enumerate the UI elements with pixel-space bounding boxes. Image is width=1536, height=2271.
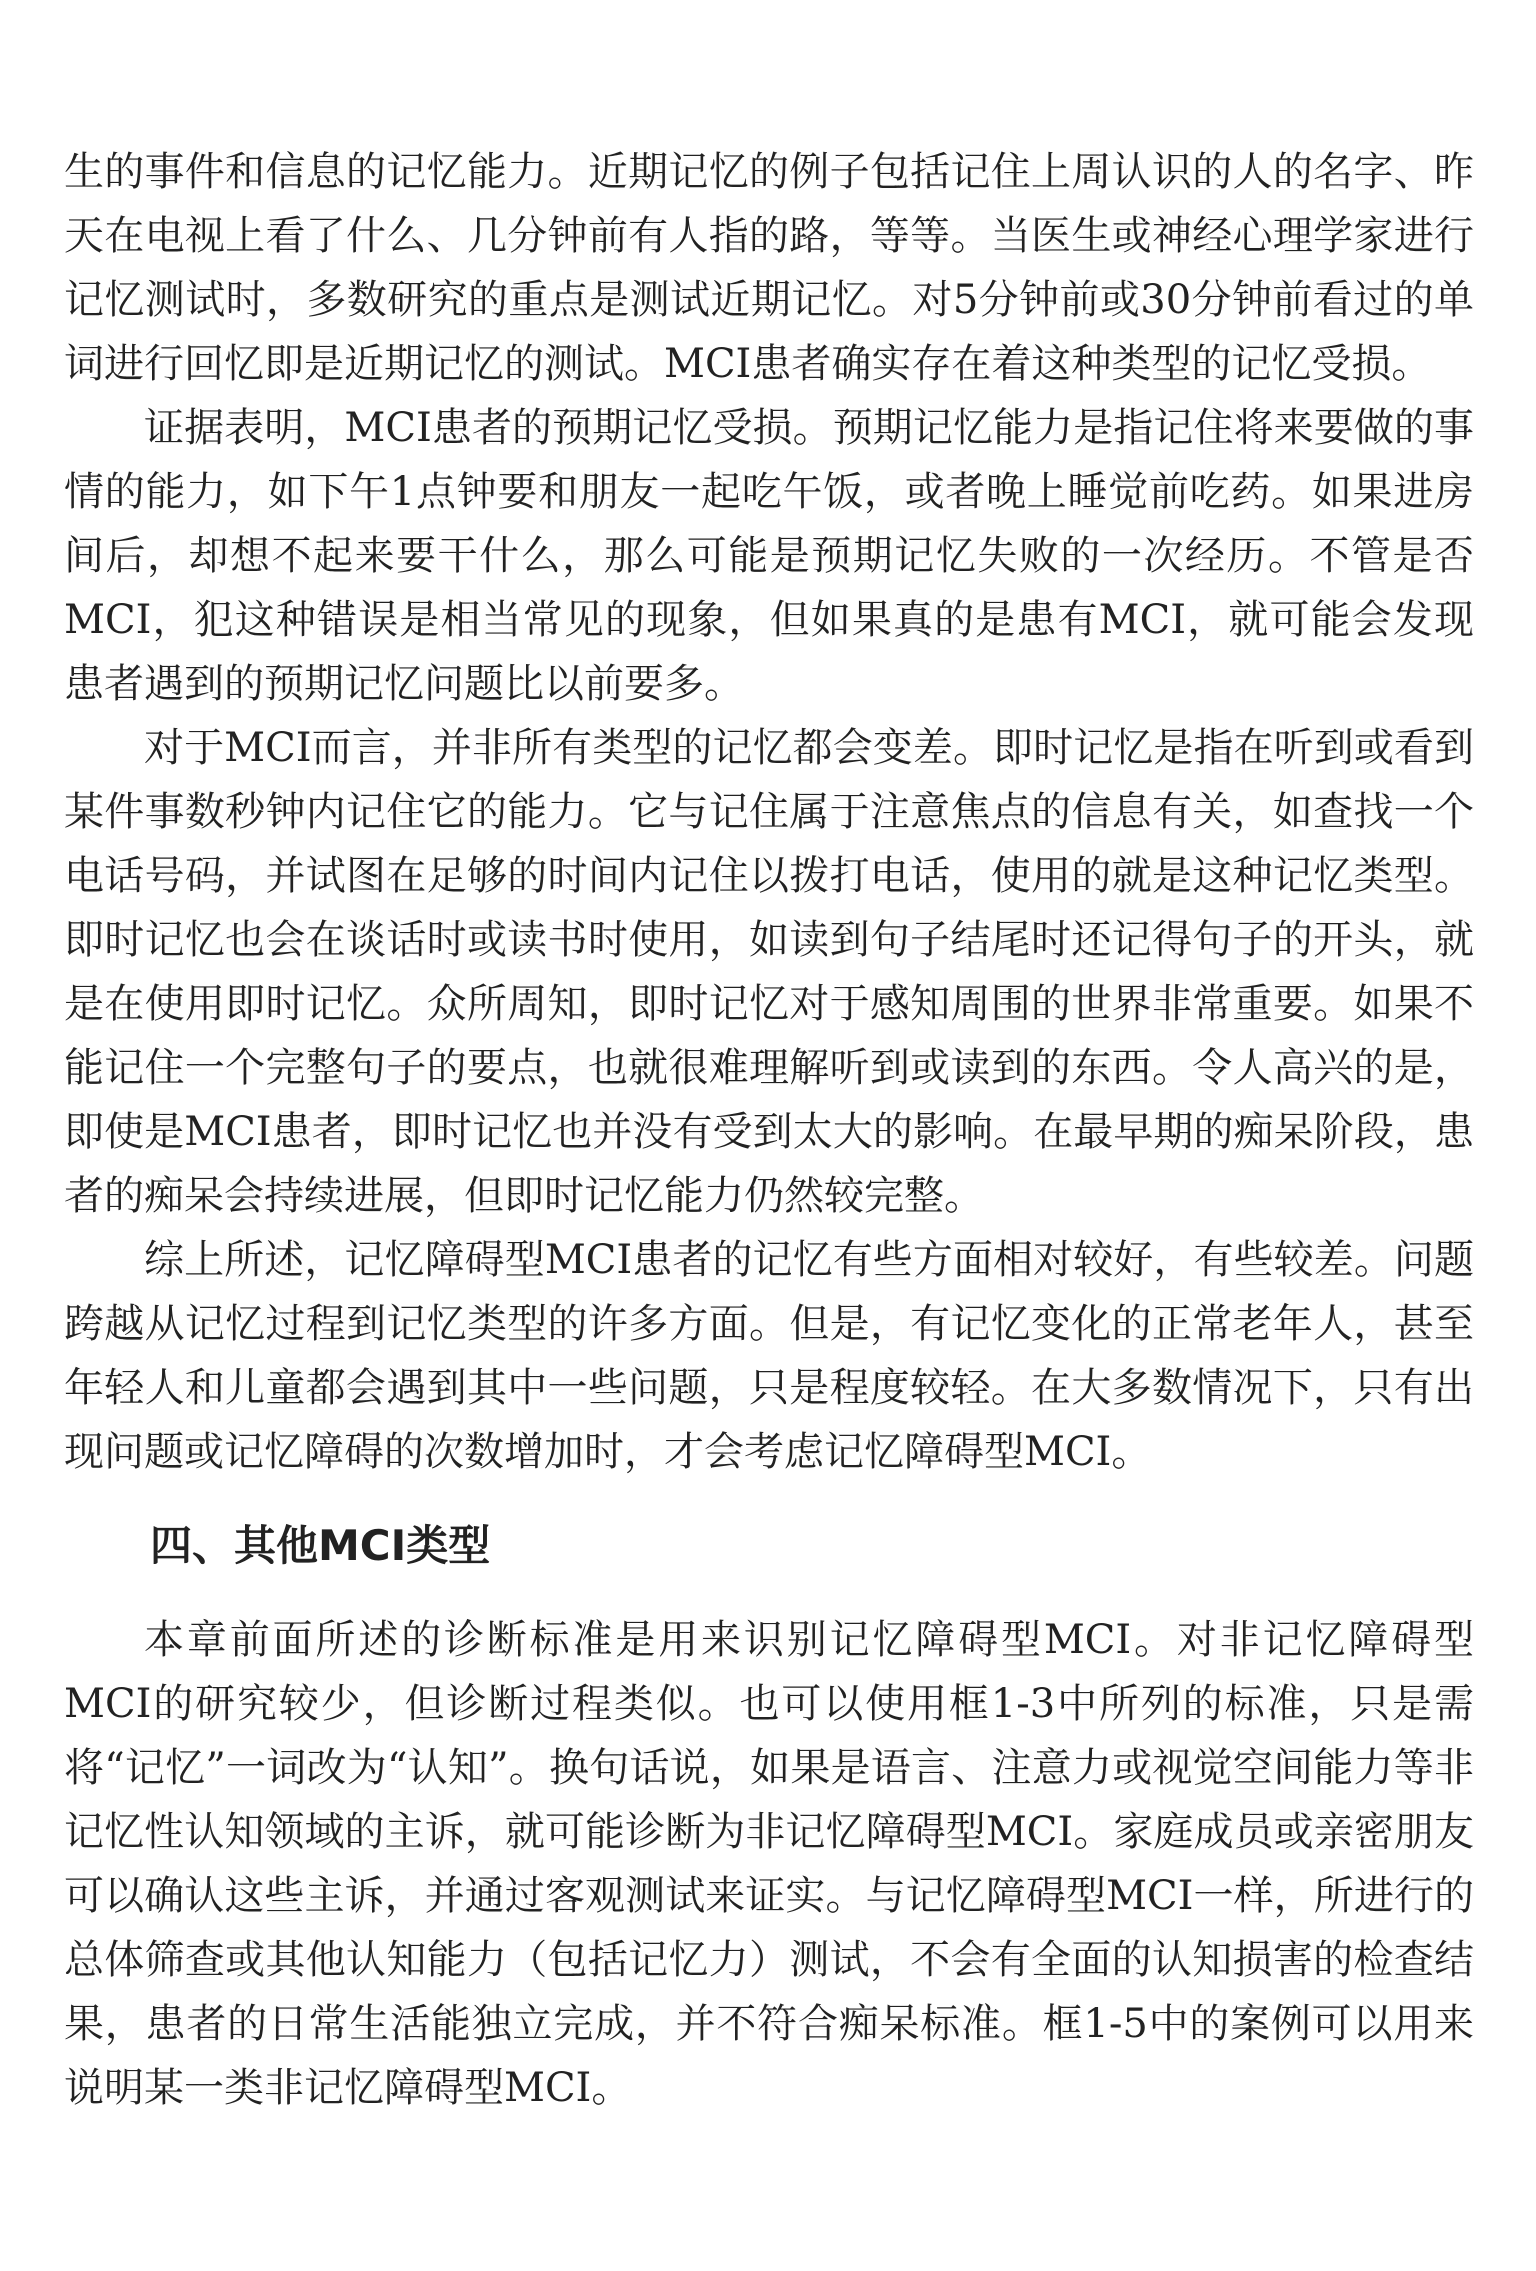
body-paragraph-prospective-memory: 证据表明，MCI患者的预期记忆受损。预期记忆能力是指记住将来要做的事情的能力，如下午1点钟要和朋友一起吃午饭，或者晚上睡觉前吃药。如果进房间后，却想不起来要干什么，那么可能是预期记忆失败的一次经历。不管是否MCI，犯这种错误是相当常见的现象，但如果真的是患有MCI，就可能会发现患者遇到的预期记忆问题比以前要多。 [64, 405, 1474, 707]
body-paragraph-immediate-memory: 对于MCI而言，并非所有类型的记忆都会变差。即时记忆是指在听到或看到某件事数秒钟内记住它的能力。它与记住属于注意焦点的信息有关，如查找一个电话号码，并试图在足够的时间内记住以拨打电话，使用的就是这种记忆类型。即时记忆也会在谈话时或读书时使用，如读到句子结尾时还记得句子的开头，就是在使用即时记忆。众所周知，即时记忆对于感知周围的世界非常重要。如果不能记住一个完整句子的要点，也就很难理解听到或读到的东西。令人高兴的是，即使是MCI患者，即时记忆也并没有受到太大的影响。在最早期的痴呆阶段，患者的痴呆会持续进展，但即时记忆能力仍然较完整。 [64, 725, 1474, 1219]
body-paragraph-summary: 综上所述，记忆障碍型MCI患者的记忆有些方面相对较好，有些较差。问题跨越从记忆过程到记忆类型的许多方面。但是，有记忆变化的正常老年人，甚至年轻人和儿童都会遇到其中一些问题，只是程度较轻。在大多数情况下，只有出现问题或记忆障碍的次数增加时，才会考虑记忆障碍型MCI。 [64, 1237, 1474, 1475]
body-paragraph-continued: 生的事件和信息的记忆能力。近期记忆的例子包括记住上周认识的人的名字、昨天在电视上看了什么、几分钟前有人指的路，等等。当医生或神经心理学家进行记忆测试时，多数研究的重点是测试近期记忆。对5分钟前或30分钟前看过的单词进行回忆即是近期记忆的测试。MCI患者确实存在着这种类型的记忆受损。 [64, 149, 1474, 387]
document-page [64, 140, 1474, 2120]
body-paragraph-non-memory-mci: 本章前面所述的诊断标准是用来识别记忆障碍型MCI。对非记忆障碍型MCI的研究较少，但诊断过程类似。也可以使用框1-3中所列的标准，只是需将“记忆”一词改为“认知”。换句话说，如果是语言、注意力或视觉空间能力等非记忆性认知领域的主诉，就可能诊断为非记忆障碍型MCI。家庭成员或亲密朋友可以确认这些主诉，并通过客观测试来证实。与记忆障碍型MCI一样，所进行的总体筛查或其他认知能力（包括记忆力）测试，不会有全面的认知损害的检查结果，患者的日常生活能独立完成，并不符合痴呆标准。框1-5中的案例可以用来说明某一类非记忆障碍型MCI。 [64, 1617, 1474, 2111]
section-heading: 四、其他MCI类型 [150, 1521, 491, 1570]
